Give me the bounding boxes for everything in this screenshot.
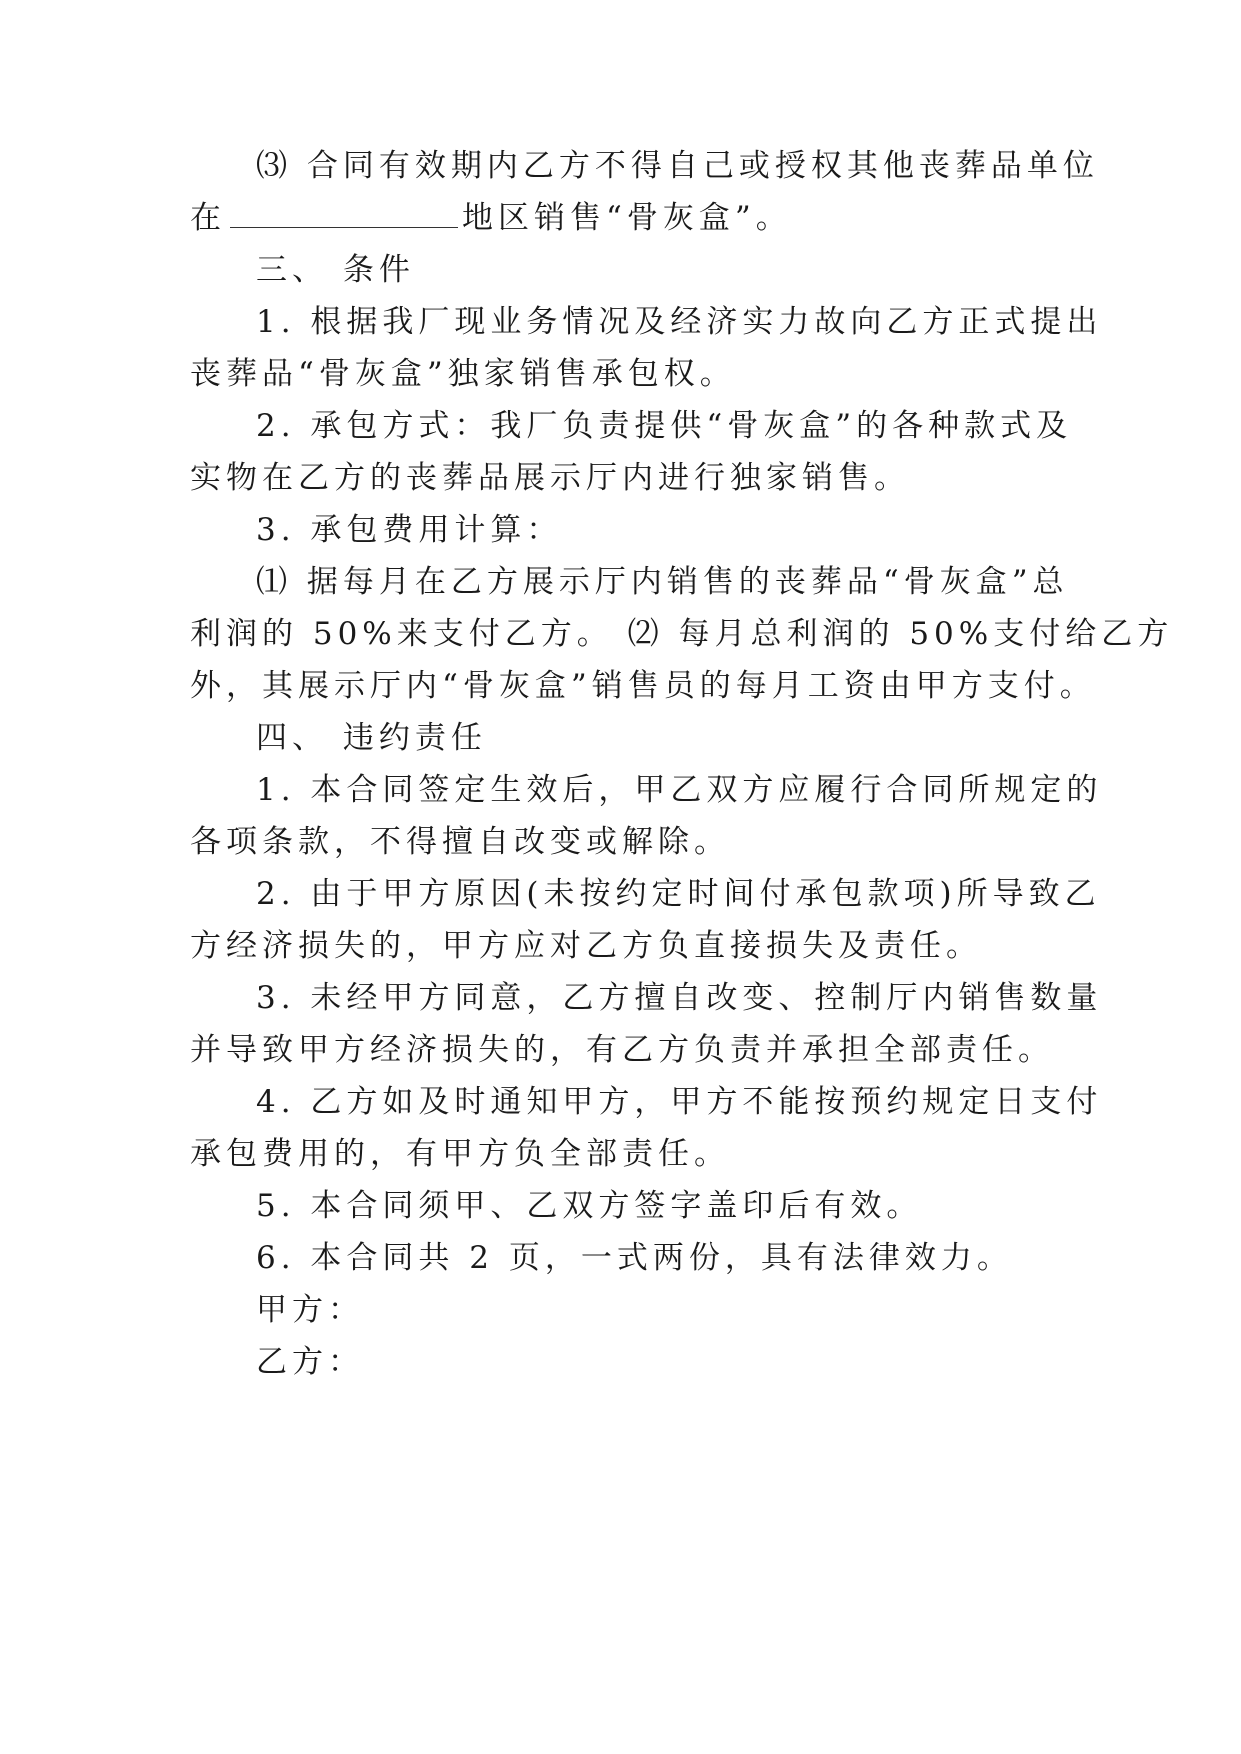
text-line: ⑴ 据每月在乙方展示厅内销售的丧葬品“骨灰盒”总	[256, 564, 1069, 600]
text-line: 丧葬品“骨灰盒”独家销售承包权。	[190, 356, 736, 392]
party-b-signature-line: 乙方：	[256, 1344, 364, 1380]
text-line: 4. 乙方如及时通知甲方，甲方不能按预约规定日支付	[256, 1084, 1103, 1120]
text-line: 3. 未经甲方同意，乙方擅自改变、控制厅内销售数量	[256, 980, 1103, 1016]
text-line-with-blank	[190, 189, 1090, 247]
text-line: 1. 根据我厂现业务情况及经济实力故向乙方正式提出	[256, 304, 1103, 340]
text-fragment: 地区销售“骨灰盒”。	[462, 200, 792, 236]
text-line: 5. 本合同须甲、乙双方签字盖印后有效。	[256, 1188, 923, 1224]
party-a-signature-line: 甲方：	[256, 1292, 364, 1328]
text-line: 各项条款，不得擅自改变或解除。	[190, 824, 730, 860]
text-line: ⑶ 合同有效期内乙方不得自己或授权其他丧葬品单位	[256, 148, 1099, 184]
text-fragment: 在	[190, 200, 226, 236]
text-line: 实物在乙方的丧葬品展示厅内进行独家销售。	[190, 460, 910, 496]
text-line: 6. 本合同共 2 页，一式两份，具有法律效力。	[256, 1240, 1013, 1276]
text-line: 1. 本合同签定生效后，甲乙双方应履行合同所规定的	[256, 772, 1103, 808]
text-line: 2. 承包方式：我厂负责提供“骨灰盒”的各种款式及	[256, 408, 1073, 444]
section-heading: 三、 条件	[256, 252, 415, 288]
blank-fill-line	[230, 226, 458, 228]
text-line: 利润的 50%来支付乙方。 ⑵ 每月总利润的 50%支付给乙方	[190, 616, 1174, 652]
text-line: 方经济损失的，甲方应对乙方负直接损失及责任。	[190, 928, 982, 964]
text-line: 3. 承包费用计算：	[256, 512, 563, 548]
section-heading: 四、 违约责任	[256, 720, 487, 756]
text-line: 并导致甲方经济损失的，有乙方负责并承担全部责任。	[190, 1032, 1054, 1068]
text-line: 外，其展示厅内“骨灰盒”销售员的每月工资由甲方支付。	[190, 668, 1096, 704]
text-line: 2. 由于甲方原因(未按约定时间付承包款项)所导致乙	[256, 876, 1101, 912]
text-line: 承包费用的，有甲方负全部责任。	[190, 1136, 730, 1172]
